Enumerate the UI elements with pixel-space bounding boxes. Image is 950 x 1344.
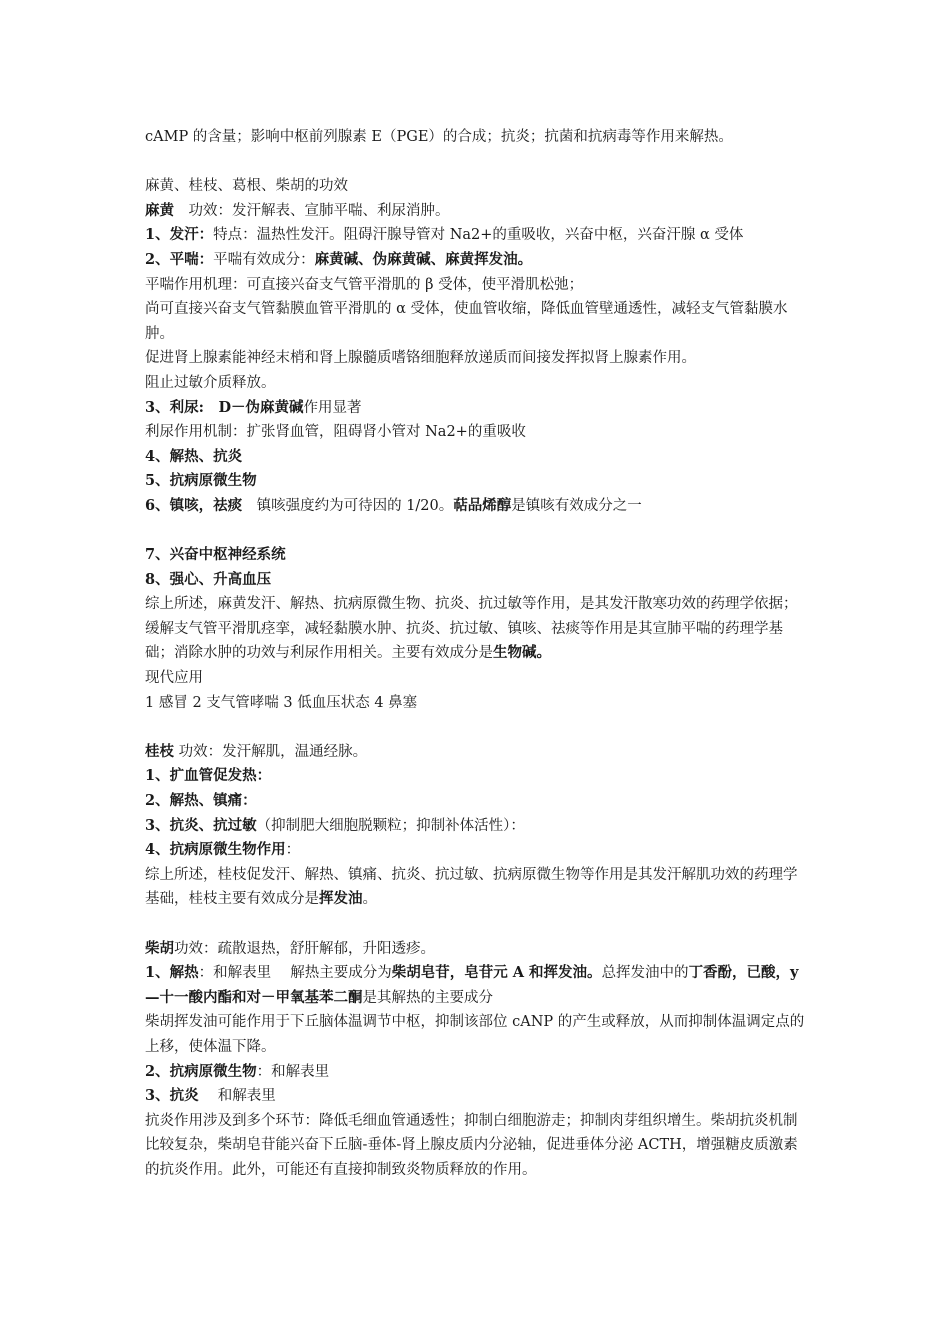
- paragraph: 利尿作用机制：扩张肾血管，阻碍肾小管对 Na2+的重吸收: [145, 424, 526, 441]
- item-label: 3、抗炎: [145, 1087, 199, 1105]
- paragraph: cAMP 的含量；影响中枢前列腺素 E（PGE）的合成；抗炎；抗菌和抗病毒等作用来解热。: [145, 129, 733, 145]
- list-item: [145, 543, 810, 568]
- herb-name: 麻黄: [145, 201, 174, 219]
- summary-emphasis: 挥发油: [319, 890, 363, 908]
- item-emphasis: 麻黄碱、伪麻黄碱、麻黄挥发油。: [314, 250, 533, 268]
- herb-efficacy: 功效：疏散退热，舒肝解郁，升阳透疹。: [174, 940, 435, 957]
- item-text: 是其解热的主要成分: [362, 989, 493, 1006]
- item-text: 作用显著: [303, 399, 362, 416]
- paragraph: 抗炎作用涉及到多个环节：降低毛细血管通透性；抑制白细胞游走；抑制肉芽组织增生。柴胡抗炎机制比较复杂，柴胡皂苷能兴奋下丘脑-垂体-肾上腺皮质内分泌轴，促进垂体分泌 ACTH，增强糖皮质激素的抗炎作用。此外，可能还有直接抑制致炎物质释放的作用。: [145, 1112, 798, 1178]
- summary-paragraph: [145, 863, 810, 912]
- item-label: 3、利尿: D－伪麻黄碱: [145, 398, 304, 416]
- item-text: ：: [285, 842, 301, 859]
- summary-emphasis: 生物碱。: [493, 644, 551, 662]
- item-label: 2、解热、镇痛：: [145, 792, 257, 810]
- document-page: [145, 125, 810, 1183]
- summary-paragraph: [145, 592, 810, 666]
- paragraph: 柴胡挥发油可能作用于下丘脑体温调节中枢，抑制该部位 cANP 的产生或释放，从而抑制体温调定点的上移，使体温下降。: [145, 1014, 805, 1055]
- spacer: [145, 715, 810, 740]
- paragraph: 促进肾上腺素能神经末梢和肾上腺髓质嗜铬细胞释放递质而间接发挥拟肾上腺素作用。: [145, 350, 696, 367]
- item-emphasis: 柴胡皂苷，皂苷元 A 和挥发油。: [391, 964, 602, 982]
- item-label: 3、抗炎、抗过敏: [145, 816, 257, 834]
- section-heading: 麻黄、桂枝、葛根、柴胡的功效: [145, 178, 348, 195]
- item-text: ：和解表里 解热主要成分为: [198, 965, 392, 982]
- paragraph: 平喘作用机理：可直接兴奋支气管平滑肌的 β 受体，使平滑肌松弛；: [145, 276, 584, 293]
- item-label: 7、兴奋中枢神经系统: [145, 546, 286, 564]
- paragraph: 现代应用: [145, 670, 203, 687]
- list-item: [145, 961, 810, 1010]
- item-label: 2、抗病原微生物: [145, 1062, 257, 1080]
- item-emphasis: 丁香酚，已酸，y—十一酸内酯和对－甲氧基苯二酮: [145, 964, 799, 1006]
- item-label: 6、镇咳，祛痰: [145, 496, 243, 514]
- paragraph: 尚可直接兴奋支气管黏膜血管平滑肌的 α 受体，使血管收缩，降低血管壁通透性，减轻支气管黏膜水肿。: [145, 301, 788, 342]
- item-label: 1、解热: [145, 964, 199, 982]
- summary-text: 综上所述，麻黄发汗、解热、抗病原微生物、抗炎、抗过敏等作用，是其发汗散寒功效的药理学依据；缓解支气管平滑肌痉挛，减轻黏膜水肿、抗炎、抗过敏、镇咳、祛痰等作用是其宣肺平喘的药理学基础；消除水肿的功效与利尿作用相关。主要有效成分是: [145, 596, 798, 662]
- spacer: [145, 519, 810, 544]
- list-item: [145, 814, 810, 839]
- item-label: 5、抗病原微生物: [145, 472, 257, 490]
- item-label: 1、发汗：: [145, 226, 214, 244]
- list-item: [145, 223, 810, 248]
- list-item: [145, 1060, 810, 1085]
- summary-text: 综上所述，桂枝促发汗、解热、镇痛、抗炎、抗过敏、抗病原微生物等作用是其发汗解肌功效的药理学基础，桂枝主要有效成分是: [145, 866, 798, 908]
- herb-heading-mahuang: [145, 199, 810, 224]
- item-emphasis: 萜品烯醇: [453, 496, 512, 514]
- list-item: [145, 764, 810, 789]
- paragraph: 1 感冒 2 支气管哮喘 3 低血压状态 4 鼻塞: [145, 694, 418, 711]
- item-text: 和解表里: [198, 1088, 276, 1105]
- summary-text: 。: [362, 891, 377, 908]
- spacer: [145, 912, 810, 937]
- herb-name: 柴胡: [145, 939, 174, 957]
- list-item: [145, 838, 810, 863]
- herb-name: 桂枝: [145, 742, 174, 760]
- herb-heading-guizhi: [145, 740, 810, 765]
- item-label: 1、扩血管促发热：: [145, 767, 272, 785]
- item-text: ：和解表里: [256, 1063, 330, 1080]
- item-text: 是镇咳有效成分之一: [511, 497, 642, 514]
- paragraph: 阻止过敏介质释放。: [145, 374, 276, 391]
- list-item: [145, 789, 810, 814]
- item-label: 4、解热、抗炎: [145, 447, 243, 465]
- herb-efficacy: 功效：发汗解肌，温通经脉。: [174, 743, 368, 760]
- item-text: （抑制肥大细胞脱颗粒；抑制补体活性）：: [256, 817, 525, 834]
- list-item: [145, 396, 810, 421]
- list-item: [145, 1084, 810, 1109]
- item-text: 镇咳强度约为可待因的 1/20。: [242, 497, 454, 514]
- item-label: 8、强心、升高血压: [145, 570, 272, 588]
- list-item: [145, 494, 810, 519]
- item-label: 4、抗病原微生物作用: [145, 841, 286, 859]
- item-label: 2、平喘：: [145, 250, 214, 268]
- list-item: [145, 568, 810, 593]
- spacer: [145, 150, 810, 175]
- item-text: 平喘有效成分：: [213, 251, 315, 268]
- list-item: [145, 248, 810, 273]
- item-text: 总挥发油中的: [601, 965, 689, 982]
- list-item: [145, 445, 810, 470]
- herb-efficacy: 功效：发汗解表、宣肺平喘、利尿消肿。: [174, 202, 450, 219]
- herb-heading-chaihu: [145, 937, 810, 962]
- list-item: [145, 469, 810, 494]
- item-text: 特点：温热性发汗。阻碍汗腺导管对 Na2+的重吸收，兴奋中枢，兴奋汗腺 α 受体: [213, 227, 744, 244]
